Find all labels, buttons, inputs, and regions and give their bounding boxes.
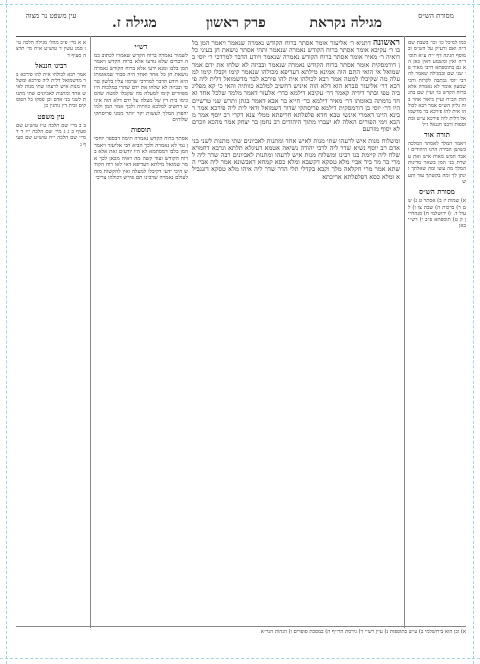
frame-top-edge — [0, 4, 480, 5]
frame-bottom-edge — [0, 658, 480, 659]
page-header — [16, 12, 466, 36]
main-text — [192, 40, 400, 134]
ein-mishpat-bottom-text: ב ב מיי׳ שם הלכה ט״ז טוש״ע שם סעיף ב ג ג מיי׳ שם הלכה י״ז ד ד מיי׳ שם הלכה י״ח טוש״ע שם סעיף ג — [16, 122, 86, 148]
outer-right-column — [408, 40, 466, 624]
tosafot-label: תוספות — [131, 125, 151, 135]
torah-or-label: תורה אור — [424, 130, 450, 140]
main-text-column — [192, 40, 400, 624]
footnotes-text: א) וכן הוא בירושלמי ב) ע״ש בתוספות ג) עיין רש״י ד) גירסת הרי״ף ה) במסכת סופרים ו) הגהות הגר״א — [260, 629, 466, 635]
footnote-rule — [16, 626, 466, 627]
header-chapter-title: פרק ראשון — [206, 15, 266, 31]
header-tractate-title: מגילה נקראת — [309, 15, 382, 31]
commentary-column — [94, 40, 188, 624]
rashi-label: רש״י — [134, 42, 148, 51]
outer-right-text: כמו למיכל כו׳ וכו׳ בשבת שם ד״ה ואם ורע״ק על הש״ס ובמוסף חגיגה דף י״ח ע״א תוס׳ ד״ה ואין ומשמע דאין כאן הא גם בתוספתא דרבי מאיר פ׳ שני שם ובמגילה שאמר לה רבי יוסי נכתבה לקרות ורבי שמעון אומר לא נאמרה אלא ברוח הקדש כו׳ ועיין שם בהגהות הב״ח ועיין ביאור אחר בזה גליון הש״ס אמר רבא לכולהו אית להו פירכא בר מדשמואל דלית ליה פירכא ע״ש ובתוספות ורבנו חננאל ז״ל — [408, 40, 466, 128]
tosafot-text: אסתר ברוח הקדש נאמרה תימה דבספר יוחסין נמי לא נאמרה ולכך הביא רבי אליעזר ויאמר המן בלבו דמסתמא לא היו יודעים זאת אלא ברוח הקודש ועוד קשה מה ראיה מכאן לכך אמר שמואל מילתא דעדיפא דאי לאו רוח הקודש היכי ידעי דקיבלו למעלה ואין להקשות מזה לעולם נאמרה שרבינו תם פירש דכולהו צריכי — [94, 136, 188, 181]
divider-outer-left — [90, 36, 91, 628]
outer-right-comment-text: א) שמות יז ב) אסתר ט ג) שם ד) ברכות ה) שבת צו ו) לעיל ד. ז) ירושלמי ח) סנהדרין ק ט) תוספתא פ״ב י) רש״י כאן — [408, 198, 466, 230]
torah-or-text: ויאמר המלך לאסתר המלכה בשושן הבירה הרגו היהודים ואבד חמש מאות איש ואת עשרת בני המן בשאר מדינות המלך מה עשו ומה שאלתך וינתן לך ומה בקשתך עוד ותעש — [408, 141, 466, 185]
footnotes — [16, 629, 466, 649]
main-text-body: דתניא ר׳ אליעזר אומר אסתר ברוח הקודש נאמרה שנאמר ויאמר המן בלבו ר׳ עקיבא אומר אסתר ברוח הקודש נאמרה שנאמר ותהי אסתר נושאת חן בעיני כל רואיה ר׳ מאיר אומר אסתר ברוח הקודש נאמרה שנאמר ויודע הדבר למרדכי ר׳ יוסי בן דורמסקית אומר אסתר ברוח הקודש נאמרה שנאמר ובביזה לא שלחו את ידם אמר שמואל אי הואי התם הוה אמינא מילתא דעדיפא מכולהו שנאמר קימו וקבלו קימו למעלה מה שקיבלו למטה אמר רבא לכולהו אית להו פירכא לבר מדשמואל דלית ליה פירכא דר׳ אליעזר סברא הוא דלא הוה איניש דחשיב למלכא כוותיה והאי כי קא מפליג ביה טפי ובתר דידיה קאמר דר׳ עקיבא דילמא כדר׳ אלעזר דאמר מלמד שלכל אחד ואחד נדמתה כאומתו דר׳ מאיר דילמא כר׳ חייא בר אבא דאמר בגתן ותרש שני טרשיים היו דר׳ יוסי בן דורמסקית דילמא פריסתקי שדור דשמואל ודאי לית ליה פירכא אמר רבינא היינו דאמרי אינשי טבא חדא פלפלתא חריפתא ממלי צנא דקרי רב יוסף אמר מהכא וימי הפורים האלה לא יעברו מתוך היהודים רב נחמן בר יצחק אמר מהכא וזכרם לא יסוף מזרעם — [192, 40, 400, 134]
header-right-corner: מסורת הש״ס — [418, 12, 454, 20]
main-lower-text: ומשלוח מנות איש לרעהו שתי מנות לאיש אחד ומתנות לאביונים שתי מתנות לשני בני אדם רב יוסף נשיא שדר ליה לרבי יהודה נשיאה אטמא דעיגלא תלתא וגרבא דחמרא שלח ליה קיימת בנו רבינו ומשלוח מנות איש לרעהו ומתנות לאביונים רבה שדר ליה למרי בר מר ביד אביי מלא טסקא דקשבא ומלא כסא קמחא דאבשונא אמר ליה אביי השתא אמר מרי חקלאה מלך וקבא בקדלי תלי הדר שדר ליה איהו מלא טסקא דזנגבילא ומלא כסא דפלפלתא אריכתא — [192, 136, 400, 181]
talmud-page — [16, 12, 466, 650]
header-folio-title: מגילה ז. — [112, 15, 157, 31]
frame-left-edge — [6, 0, 7, 664]
ein-mishpat-top-text: א א מיי׳ פ״ב מהל׳ מגילה הלכה ט״ו סמג עשין ד טוש״ע א״ח סי׳ תרצה סעיף ד — [16, 40, 86, 59]
divider-outer-right — [404, 36, 405, 628]
rashi-text: לשמור נאמרה ברוח הקדש שאמרו לכתוב כמה דברים שלא נודעו אלא ברוח הקדש ויאמר המן בלבו ומנא ידעי אלא ברוח הקודש נאמרה נושאת חן כל אחד ואחד היה סבור שמאומתו היא ויודע הדבר למרדכי שרמזו עליו בלשון טרסי ובביזה לא שלחו את ידם שהרי במלכות היו מפוזרים קימו למעלה מה שקבלו למטה שהסכימו בית דין של מעלה על ידם דלא הוה איניש דחשיב למלכא כוותיה ולכך אמר המן ולמי יחפוץ המלך לעשות יקר יותר ממני פריסתקי שלוחים — [94, 53, 188, 124]
ein-mishpat-label: עין משפט — [37, 111, 65, 121]
rabbeinu-chananel-label: רבינו חננאל — [35, 60, 67, 70]
outer-right-comment-label: מסורת הש״ס — [419, 187, 455, 197]
header-left-corner: עין משפט נר מצוה — [25, 12, 77, 20]
header-rule — [16, 36, 466, 37]
outer-left-column — [16, 40, 86, 624]
rabbeinu-chananel-text: אמר רבא לכולהו אית להו פירכא בר מדשמואל דלית ליה פירכא ומשלוח מנות איש לרעהו שתי מנות לאיש אחד ומתנות לאביונים שתי מתנות לשני בני אדם וכן פסקו כל הפוסקים ובית דין נוהגין כן — [16, 71, 86, 110]
frame-right-edge — [473, 0, 474, 664]
opening-word: ראשונה — [373, 40, 400, 48]
